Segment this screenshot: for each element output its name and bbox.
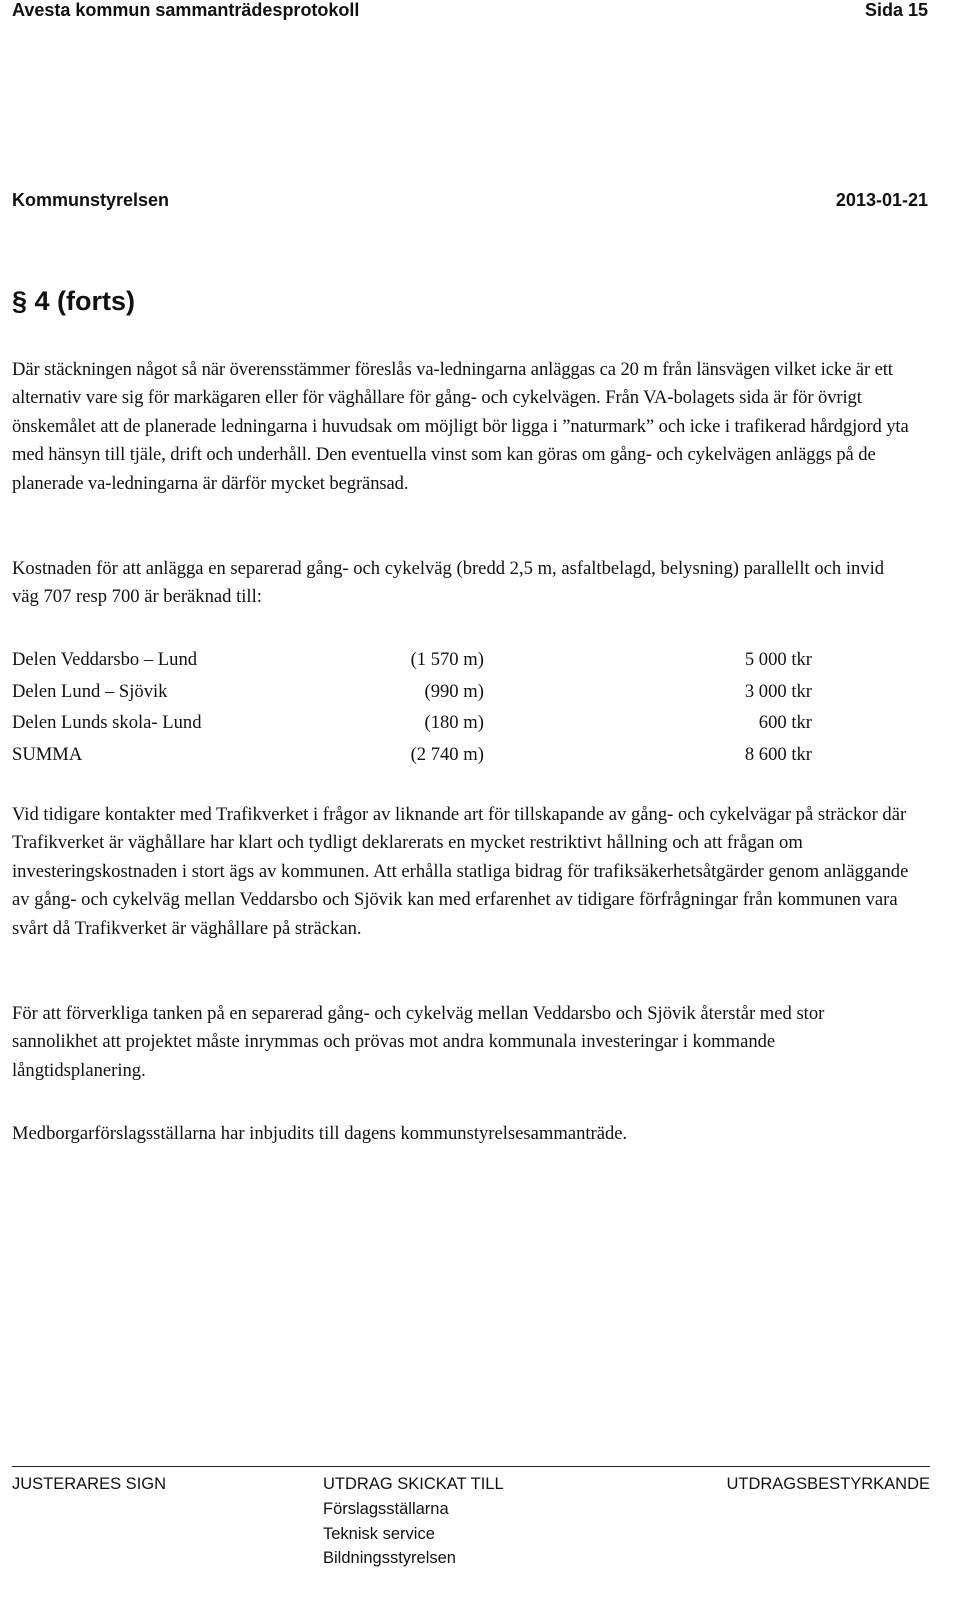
meeting-info (12, 190, 928, 214)
section-cell: Delen Lunds skola- Lund (12, 712, 202, 733)
recipient: Bildningsstyrelsen (323, 1549, 456, 1568)
utdrag-skickat-label: UTDRAG SKICKAT TILL (323, 1475, 504, 1493)
table-row-total (12, 739, 812, 771)
paragraph-cost-intro: Kostnaden för att anlägga en separerad gång- och cykelväg (bredd 2,5 m, asfaltbelagd, belysning) parallellt och invid väg 707 resp 700 är beräknad till: (12, 558, 885, 608)
footer-justerares (12, 1472, 166, 1497)
document-title: Avesta kommun sammanträdesprotokoll (12, 0, 360, 20)
footer-divider (12, 1466, 930, 1467)
paragraph-invitation: Medborgarförslagsställarna har inbjudits till dagens kommunstyrelsesammanträde. (12, 1123, 628, 1144)
meeting-body: Kommunstyrelsen (12, 190, 170, 210)
page-number: Sida 15 (864, 0, 928, 20)
paragraph-route-alternatives: Där stäckningen något så när överensstämmer föreslås va-ledningarna anläggas ca 20 m från länsvägen vilket icke är ett alternativ vare sig för markägaren eller för väghållare för gång- och cykelvägen. Från VA-bolagets sida är för övrigt önskemålet att de planerade ledningarna i huvudsak om möjligt bör ligga i ”naturmark” och icke i trafikerad hårdgjord yta med hänsyn till tjäle, drift och underhåll. Den eventuella vinst som kan göras om gång- och cykelvägen anläggs på de planerade va-ledningarna är därför mycket begränsad. (12, 359, 909, 494)
table-row (12, 707, 812, 739)
page-footer (0, 1472, 960, 1612)
paragraph-planning: För att förverkliga tanken på en separerad gång- och cykelväg mellan Veddarsbo och Sjövik återstår med stor sannolikhet att projektet måste inrymmas och prövas mot andra kommunala investeringar i kommande långtidsplanering. (12, 1003, 825, 1081)
meeting-date: 2013-01-21 (835, 190, 928, 210)
recipient: Teknisk service (323, 1524, 435, 1543)
cost-cell: 600 tkr (758, 712, 812, 733)
footer-utdrag (323, 1472, 504, 1571)
length-cell: (2 740 m) (410, 743, 484, 765)
section-cell: SUMMA (12, 743, 83, 765)
footer-bestyrkande (726, 1472, 930, 1497)
justerares-sign-label: JUSTERARES SIGN (12, 1475, 167, 1493)
table-row (12, 644, 812, 676)
section-cell: Delen Lund – Sjövik (12, 680, 168, 702)
recipient: Förslagsställarna (323, 1499, 449, 1518)
cost-cell: 3 000 tkr (744, 680, 812, 702)
cost-cell: 8 600 tkr (744, 743, 812, 765)
table-row (12, 676, 812, 708)
page-header (12, 0, 928, 24)
length-cell: (1 570 m) (410, 649, 484, 670)
section-cell: Delen Veddarsbo – Lund (12, 649, 198, 670)
paragraph-trafikverket: Vid tidigare kontakter med Trafikverket i frågor av liknande art för tillskapande av gång- och cykelvägar på sträckor där Trafikverket är väghållare har klart och tydligt deklarerats en mycket restriktivt hållning och att frågan om investeringskostnaden i stort ägs av kommunen. Att erhålla statliga bidrag för trafiksäkerhetsåtgärder genom anläggande av gång- och cykelväg mellan Veddarsbo och Sjövik kan med erfarenhet av tidigare förfrågningar från kommunen vara svårt då Trafikverket är väghållare på sträckan. (12, 804, 909, 939)
utdragsbestyrkande-label: UTDRAGSBESTYRKANDE (726, 1475, 930, 1493)
cost-table (12, 644, 812, 770)
section-title: § 4 (forts) (12, 286, 136, 316)
length-cell: (180 m) (424, 712, 484, 733)
length-cell: (990 m) (424, 680, 484, 702)
cost-cell: 5 000 tkr (744, 649, 812, 670)
